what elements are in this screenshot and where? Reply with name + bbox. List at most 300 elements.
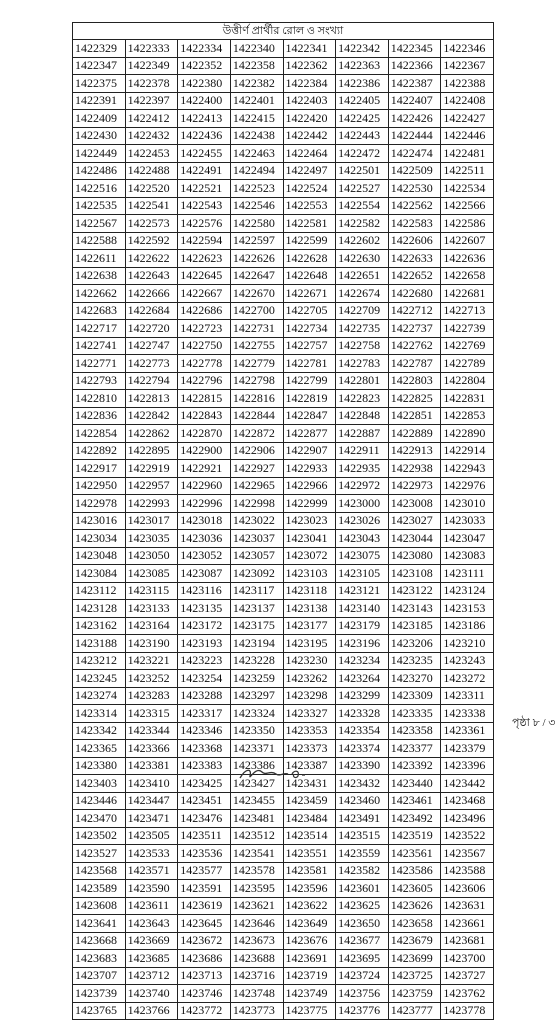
table-row (73, 862, 494, 880)
roll-number-cell: 1422449 (73, 145, 126, 163)
table-row (73, 425, 494, 443)
roll-number-cell: 1423172 (178, 617, 231, 635)
roll-number-cell: 1422581 (283, 215, 336, 233)
roll-number-cell: 1423582 (336, 862, 389, 880)
table-row (73, 652, 494, 670)
roll-number-cell: 1422762 (388, 337, 441, 355)
roll-number-cell: 1423676 (283, 932, 336, 950)
roll-number-cell: 1422341 (283, 40, 336, 58)
table-title: উত্তীর্ণ প্রার্থীর রোল ও সংখ্যা (72, 22, 494, 39)
roll-number-cell: 1423707 (73, 967, 126, 985)
roll-number-cell: 1422413 (178, 110, 231, 128)
roll-number-cell: 1422592 (125, 232, 178, 250)
roll-number-cell: 1423739 (73, 985, 126, 1003)
roll-number-cell: 1422851 (388, 407, 441, 425)
roll-number-cell: 1423314 (73, 705, 126, 723)
roll-number-cell: 1422516 (73, 180, 126, 198)
roll-number-cell: 1422831 (441, 390, 494, 408)
roll-number-cell: 1422562 (388, 197, 441, 215)
roll-number-cell: 1422347 (73, 57, 126, 75)
roll-number-cell: 1423103 (283, 565, 336, 583)
roll-number-cell: 1423773 (230, 1002, 283, 1020)
roll-number-cell: 1423595 (230, 880, 283, 898)
roll-number-cell: 1423243 (441, 652, 494, 670)
roll-number-cell: 1422783 (336, 355, 389, 373)
roll-number-cell: 1422798 (230, 372, 283, 390)
roll-number-cell: 1423685 (125, 950, 178, 968)
roll-number-cell: 1422430 (73, 127, 126, 145)
roll-number-cell: 1422367 (441, 57, 494, 75)
roll-number-cell: 1422494 (230, 162, 283, 180)
roll-number-cell: 1423315 (125, 705, 178, 723)
roll-number-table-body (73, 40, 494, 1020)
roll-number-cell: 1423206 (388, 635, 441, 653)
roll-number-cell: 1423691 (283, 950, 336, 968)
roll-number-cell: 1423621 (230, 897, 283, 915)
roll-number-cell: 1422674 (336, 285, 389, 303)
roll-number-cell: 1423270 (388, 670, 441, 688)
roll-number-cell: 1423212 (73, 652, 126, 670)
roll-number-cell: 1422713 (441, 302, 494, 320)
roll-number-cell: 1423143 (388, 600, 441, 618)
roll-number-cell: 1422588 (73, 232, 126, 250)
table-row (73, 722, 494, 740)
roll-number-cell: 1423446 (73, 792, 126, 810)
roll-number-cell: 1423186 (441, 617, 494, 635)
roll-number-cell: 1423725 (388, 967, 441, 985)
table-row (73, 232, 494, 250)
roll-number-cell: 1422712 (388, 302, 441, 320)
roll-number-cell: 1423661 (441, 915, 494, 933)
roll-number-cell: 1422667 (178, 285, 231, 303)
roll-number-cell: 1423153 (441, 600, 494, 618)
roll-number-cell: 1423072 (283, 547, 336, 565)
roll-number-cell: 1423605 (388, 880, 441, 898)
roll-number-cell: 1422622 (125, 250, 178, 268)
roll-number-cell: 1422819 (283, 390, 336, 408)
roll-number-cell: 1422407 (388, 92, 441, 110)
roll-number-cell: 1422848 (336, 407, 389, 425)
table-row (73, 460, 494, 478)
table-row (73, 302, 494, 320)
roll-number-cell: 1423008 (388, 495, 441, 513)
roll-number-cell: 1422497 (283, 162, 336, 180)
roll-number-cell: 1422737 (388, 320, 441, 338)
roll-number-cell: 1423379 (441, 740, 494, 758)
roll-number-cell: 1422474 (388, 145, 441, 163)
roll-number-cell: 1422401 (230, 92, 283, 110)
roll-number-cell: 1422633 (388, 250, 441, 268)
roll-number-cell: 1423571 (125, 862, 178, 880)
roll-number-cell: 1423586 (388, 862, 441, 880)
roll-number-cell: 1423700 (441, 950, 494, 968)
roll-number-cell: 1423492 (388, 810, 441, 828)
roll-number-cell: 1423578 (230, 862, 283, 880)
table-row (73, 635, 494, 653)
roll-number-cell: 1423461 (388, 792, 441, 810)
roll-number-cell: 1423044 (388, 530, 441, 548)
roll-number-cell: 1422758 (336, 337, 389, 355)
roll-number-cell: 1423346 (178, 722, 231, 740)
roll-number-cell: 1423230 (283, 652, 336, 670)
roll-number-cell: 1423190 (125, 635, 178, 653)
roll-number-cell: 1423365 (73, 740, 126, 758)
roll-number-cell: 1423740 (125, 985, 178, 1003)
roll-number-cell: 1423177 (283, 617, 336, 635)
roll-number-cell: 1422334 (178, 40, 231, 58)
roll-number-cell: 1422683 (73, 302, 126, 320)
roll-number-cell: 1423619 (178, 897, 231, 915)
roll-number-cell: 1422950 (73, 477, 126, 495)
roll-number-cell: 1423328 (336, 705, 389, 723)
table-row (73, 390, 494, 408)
roll-number-cell: 1423432 (336, 775, 389, 793)
roll-number-cell: 1423135 (178, 600, 231, 618)
roll-number-cell: 1422755 (230, 337, 283, 355)
roll-number-cell: 1423111 (441, 565, 494, 583)
roll-number-cell: 1423121 (336, 582, 389, 600)
roll-number-cell: 1423108 (388, 565, 441, 583)
roll-number-cell: 1423746 (178, 985, 231, 1003)
roll-number-cell: 1422509 (388, 162, 441, 180)
roll-number-cell: 1423668 (73, 932, 126, 950)
roll-number-cell: 1423392 (388, 757, 441, 775)
roll-number-cell: 1422723 (178, 320, 231, 338)
table-row (73, 267, 494, 285)
roll-number-cell: 1423673 (230, 932, 283, 950)
roll-number-cell: 1422567 (73, 215, 126, 233)
roll-number-cell: 1422472 (336, 145, 389, 163)
roll-number-cell: 1422391 (73, 92, 126, 110)
roll-number-cell: 1423749 (283, 985, 336, 1003)
roll-number-cell: 1422415 (230, 110, 283, 128)
roll-number-cell: 1422534 (441, 180, 494, 198)
roll-number-cell: 1422973 (388, 477, 441, 495)
roll-number-cell: 1422935 (336, 460, 389, 478)
roll-number-cell: 1423765 (73, 1002, 126, 1020)
roll-number-cell: 1423371 (230, 740, 283, 758)
roll-number-cell: 1423196 (336, 635, 389, 653)
roll-number-cell: 1423567 (441, 845, 494, 863)
roll-number-cell: 1422541 (125, 197, 178, 215)
roll-number-cell: 1423589 (73, 880, 126, 898)
roll-number-cell: 1422349 (125, 57, 178, 75)
roll-number-cell: 1422363 (336, 57, 389, 75)
roll-number-cell: 1423396 (441, 757, 494, 775)
roll-number-cell: 1423016 (73, 512, 126, 530)
roll-number-cell: 1422491 (178, 162, 231, 180)
roll-number-cell: 1423410 (125, 775, 178, 793)
roll-number-cell: 1423772 (178, 1002, 231, 1020)
roll-number-cell: 1423235 (388, 652, 441, 670)
roll-number-cell: 1423775 (283, 1002, 336, 1020)
roll-number-cell: 1422927 (230, 460, 283, 478)
table-row (73, 617, 494, 635)
roll-number-cell: 1422594 (178, 232, 231, 250)
roll-number-cell: 1422366 (388, 57, 441, 75)
roll-number-cell: 1423298 (283, 687, 336, 705)
roll-number-cell: 1422933 (283, 460, 336, 478)
roll-number-cell: 1422965 (230, 477, 283, 495)
roll-number-cell: 1422602 (336, 232, 389, 250)
table-row (73, 92, 494, 110)
roll-number-cell: 1422887 (336, 425, 389, 443)
roll-number-cell: 1423527 (73, 845, 126, 863)
roll-number-cell: 1423776 (336, 1002, 389, 1020)
roll-number-cell: 1422611 (73, 250, 126, 268)
roll-number-cell: 1422521 (178, 180, 231, 198)
table-row (73, 320, 494, 338)
roll-number-cell: 1423175 (230, 617, 283, 635)
roll-number-cell: 1422530 (388, 180, 441, 198)
roll-number-cell: 1422796 (178, 372, 231, 390)
roll-number-cell: 1422870 (178, 425, 231, 443)
roll-number-cell: 1423342 (73, 722, 126, 740)
table-row (73, 512, 494, 530)
roll-number-cell: 1422658 (441, 267, 494, 285)
roll-number-cell: 1423390 (336, 757, 389, 775)
roll-number-cell: 1423133 (125, 600, 178, 618)
roll-number-cell: 1423611 (125, 897, 178, 915)
roll-number-cell: 1423353 (283, 722, 336, 740)
roll-number-cell: 1423366 (125, 740, 178, 758)
roll-number-cell: 1423034 (73, 530, 126, 548)
roll-number-cell: 1422877 (283, 425, 336, 443)
roll-number-cell: 1423022 (230, 512, 283, 530)
roll-number-cell: 1423041 (283, 530, 336, 548)
table-row (73, 915, 494, 933)
roll-number-cell: 1423112 (73, 582, 126, 600)
roll-number-cell: 1423299 (336, 687, 389, 705)
roll-number-cell: 1422453 (125, 145, 178, 163)
roll-number-cell: 1423688 (230, 950, 283, 968)
table-row (73, 495, 494, 513)
roll-number-cell: 1422911 (336, 442, 389, 460)
roll-number-cell: 1423210 (441, 635, 494, 653)
roll-number-cell: 1423027 (388, 512, 441, 530)
roll-number-cell: 1422573 (125, 215, 178, 233)
roll-number-cell: 1422387 (388, 75, 441, 93)
roll-number-cell: 1423581 (283, 862, 336, 880)
roll-number-cell: 1423561 (388, 845, 441, 863)
roll-number-cell: 1423228 (230, 652, 283, 670)
roll-number-cell: 1423451 (178, 792, 231, 810)
roll-number-cell: 1422583 (388, 215, 441, 233)
roll-number-cell: 1422680 (388, 285, 441, 303)
roll-number-cell: 1422996 (178, 495, 231, 513)
roll-number-cell: 1423283 (125, 687, 178, 705)
roll-number-cell: 1423179 (336, 617, 389, 635)
table-row (73, 530, 494, 548)
roll-number-cell: 1422793 (73, 372, 126, 390)
roll-number-cell: 1422853 (441, 407, 494, 425)
roll-number-cell: 1423350 (230, 722, 283, 740)
roll-number-cell: 1423036 (178, 530, 231, 548)
roll-number-cell: 1422576 (178, 215, 231, 233)
roll-number-cell: 1422582 (336, 215, 389, 233)
roll-number-cell: 1423505 (125, 827, 178, 845)
roll-number-cell: 1422978 (73, 495, 126, 513)
roll-number-cell: 1422329 (73, 40, 126, 58)
roll-number-cell: 1423297 (230, 687, 283, 705)
roll-number-cell: 1422799 (283, 372, 336, 390)
table-row (73, 582, 494, 600)
roll-number-cell: 1423052 (178, 547, 231, 565)
table-row (73, 127, 494, 145)
roll-number-cell: 1422919 (125, 460, 178, 478)
roll-number-cell: 1422586 (441, 215, 494, 233)
roll-number-cell: 1422862 (125, 425, 178, 443)
roll-number-cell: 1422993 (125, 495, 178, 513)
roll-number-cell: 1422628 (283, 250, 336, 268)
roll-number-cell: 1422972 (336, 477, 389, 495)
roll-number-cell: 1422801 (336, 372, 389, 390)
roll-number-cell: 1422488 (125, 162, 178, 180)
roll-number-cell: 1422825 (388, 390, 441, 408)
roll-number-cell: 1422342 (336, 40, 389, 58)
roll-number-cell: 1422750 (178, 337, 231, 355)
roll-number-cell: 1423245 (73, 670, 126, 688)
roll-number-cell: 1422442 (283, 127, 336, 145)
roll-number-cell: 1423309 (388, 687, 441, 705)
roll-number-cell: 1423338 (441, 705, 494, 723)
roll-number-cell: 1423317 (178, 705, 231, 723)
roll-number-cell: 1422362 (283, 57, 336, 75)
roll-number-cell: 1423033 (441, 512, 494, 530)
table-row (73, 670, 494, 688)
roll-number-cell: 1422815 (178, 390, 231, 408)
roll-number-cell: 1423645 (178, 915, 231, 933)
roll-number-cell: 1423470 (73, 810, 126, 828)
table-row (73, 372, 494, 390)
roll-number-cell: 1423386 (230, 757, 283, 775)
table-row (73, 442, 494, 460)
roll-number-cell: 1423272 (441, 670, 494, 688)
roll-number-cell: 1423536 (178, 845, 231, 863)
roll-number-cell: 1422803 (388, 372, 441, 390)
roll-number-cell: 1423496 (441, 810, 494, 828)
roll-number-cell: 1423759 (388, 985, 441, 1003)
roll-number-cell: 1422358 (230, 57, 283, 75)
table-row (73, 932, 494, 950)
roll-number-cell: 1423631 (441, 897, 494, 915)
roll-number-cell: 1422895 (125, 442, 178, 460)
roll-number-cell: 1423288 (178, 687, 231, 705)
roll-number-cell: 1423377 (388, 740, 441, 758)
roll-number-cell: 1422907 (283, 442, 336, 460)
roll-number-cell: 1422892 (73, 442, 126, 460)
roll-number-cell: 1423080 (388, 547, 441, 565)
roll-number-cell: 1423686 (178, 950, 231, 968)
roll-number-cell: 1422566 (441, 197, 494, 215)
roll-number-cell: 1422662 (73, 285, 126, 303)
table-row (73, 792, 494, 810)
roll-number-cell: 1423117 (230, 582, 283, 600)
roll-number-cell: 1422844 (230, 407, 283, 425)
roll-number-cell: 1423274 (73, 687, 126, 705)
roll-number-cell: 1422652 (388, 267, 441, 285)
roll-number-cell: 1422836 (73, 407, 126, 425)
roll-number-cell: 1423018 (178, 512, 231, 530)
roll-number-cell: 1423085 (125, 565, 178, 583)
roll-number-cell: 1422854 (73, 425, 126, 443)
roll-number-cell: 1423223 (178, 652, 231, 670)
roll-number-cell: 1422787 (388, 355, 441, 373)
table-row (73, 845, 494, 863)
roll-number-cell: 1422511 (441, 162, 494, 180)
roll-number-cell: 1422747 (125, 337, 178, 355)
roll-number-cell: 1423048 (73, 547, 126, 565)
roll-number-cell: 1423037 (230, 530, 283, 548)
roll-number-cell: 1422917 (73, 460, 126, 478)
roll-number-cell: 1422606 (388, 232, 441, 250)
roll-number-cell: 1422741 (73, 337, 126, 355)
table-row (73, 197, 494, 215)
roll-number-cell: 1422778 (178, 355, 231, 373)
table-row (73, 145, 494, 163)
roll-number-cell: 1422735 (336, 320, 389, 338)
roll-number-cell: 1423118 (283, 582, 336, 600)
roll-number-cell: 1423124 (441, 582, 494, 600)
roll-number-cell: 1423522 (441, 827, 494, 845)
roll-number-cell: 1422681 (441, 285, 494, 303)
roll-number-cell: 1422520 (125, 180, 178, 198)
roll-number-cell: 1423679 (388, 932, 441, 950)
roll-number-cell: 1422626 (230, 250, 283, 268)
roll-number-cell: 1422771 (73, 355, 126, 373)
roll-number-cell: 1423358 (388, 722, 441, 740)
table-row (73, 215, 494, 233)
roll-number-cell: 1423361 (441, 722, 494, 740)
roll-number-cell: 1423017 (125, 512, 178, 530)
roll-number-cell: 1422386 (336, 75, 389, 93)
table-row (73, 180, 494, 198)
roll-number-cell: 1423515 (336, 827, 389, 845)
table-row (73, 897, 494, 915)
roll-number-cell: 1422333 (125, 40, 178, 58)
roll-number-cell: 1422890 (441, 425, 494, 443)
roll-number-cell: 1422384 (283, 75, 336, 93)
roll-number-cell: 1423381 (125, 757, 178, 775)
roll-number-cell: 1422842 (125, 407, 178, 425)
roll-number-cell: 1422773 (125, 355, 178, 373)
roll-number-cell: 1423164 (125, 617, 178, 635)
roll-number-cell: 1423185 (388, 617, 441, 635)
roll-number-cell: 1423541 (230, 845, 283, 863)
roll-number-cell: 1423035 (125, 530, 178, 548)
roll-number-cell: 1422647 (230, 267, 283, 285)
roll-number-cell: 1422464 (283, 145, 336, 163)
roll-number-cell: 1423188 (73, 635, 126, 653)
roll-number-cell: 1423264 (336, 670, 389, 688)
roll-number-cell: 1423047 (441, 530, 494, 548)
roll-number-cell: 1423643 (125, 915, 178, 933)
signature-mark (236, 760, 316, 786)
roll-number-cell: 1423380 (73, 757, 126, 775)
table-row (73, 600, 494, 618)
roll-number-cell: 1423115 (125, 582, 178, 600)
roll-number-cell: 1422463 (230, 145, 283, 163)
roll-number-cell: 1422938 (388, 460, 441, 478)
table-row (73, 337, 494, 355)
roll-number-cell: 1422408 (441, 92, 494, 110)
roll-number-cell: 1423460 (336, 792, 389, 810)
roll-number-cell: 1422535 (73, 197, 126, 215)
roll-number-cell: 1423719 (283, 967, 336, 985)
roll-number-cell: 1423050 (125, 547, 178, 565)
roll-number-cell: 1422709 (336, 302, 389, 320)
roll-number-cell: 1422382 (230, 75, 283, 93)
